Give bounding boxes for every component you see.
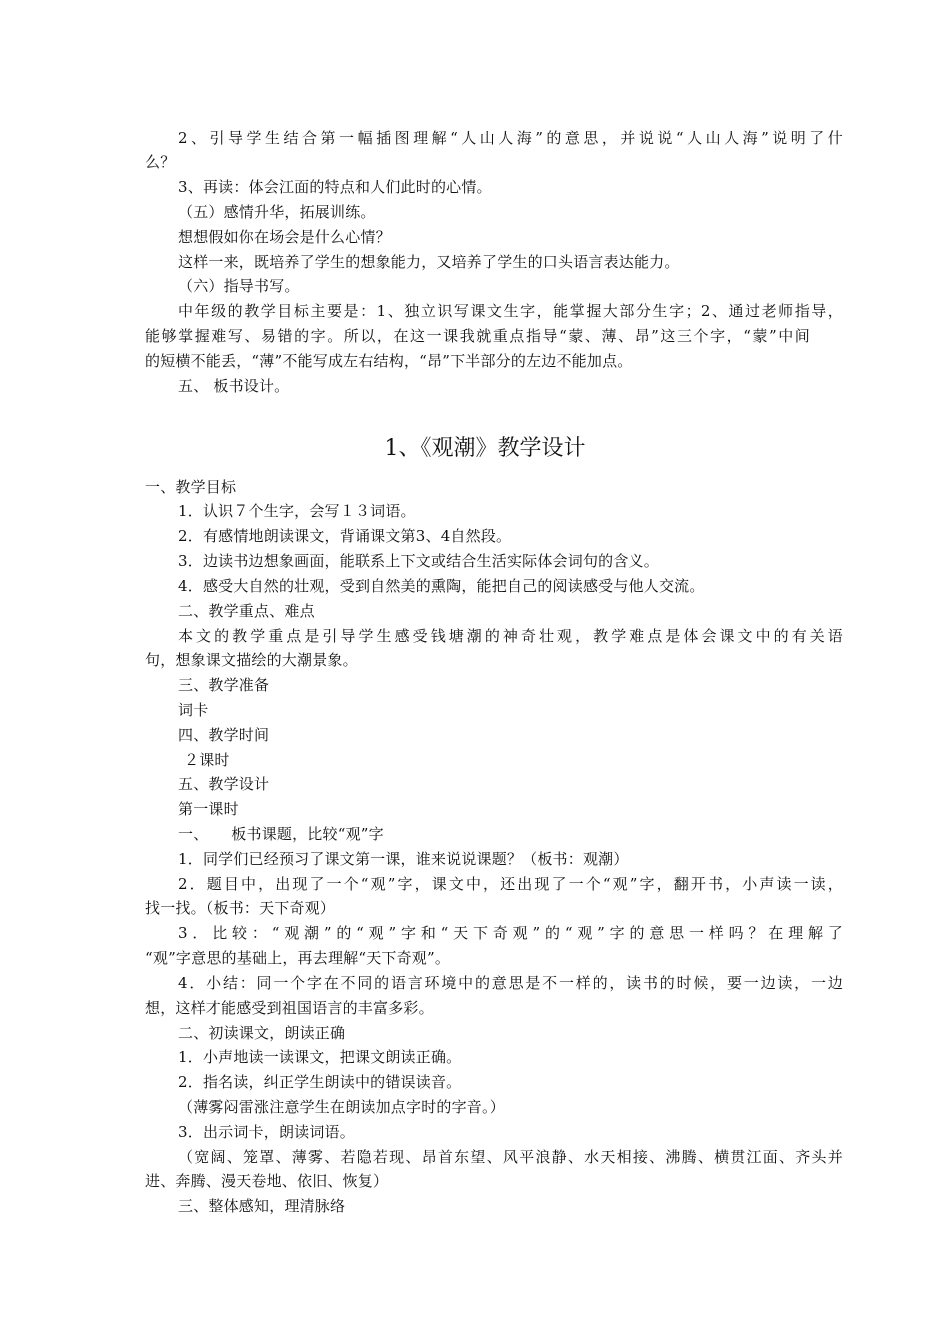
document-title: 1、《观潮》教学设计 [384,436,586,461]
paragraph-line: 3、再读：体会江面的特点和人们此时的心情。 [178,178,492,196]
section-heading: 五、 板书设计。 [178,377,290,395]
list-item: 3．边读书边想象画面，能联系上下文或结合生活实际体会词句的含义。 [178,552,659,570]
section-heading: （五）感情升华，拓展训练。 [178,203,376,221]
paragraph-line: 想，这样才能感受到祖国语言的丰富多彩。 [145,999,434,1017]
list-item: 4．小结：同一个字在不同的语言环境中的意思是不一样的，读书的时候，要一边读，一边 [178,974,843,992]
paragraph-line: 找一找。（板书：天下奇观） [145,899,336,917]
section-heading: 一、教学目标 [145,478,237,496]
section-heading: 三、教学准备 [178,676,270,694]
list-item: 3．出示词卡，朗读词语。 [178,1123,355,1141]
paragraph-line: 进、奔腾、漫天卷地、依旧、恢复） [145,1172,389,1190]
paragraph-line: 中年级的教学目标主要是：1、独立识写课文生字，能掌握大部分生字；2、通过老师指导， [178,302,843,320]
paragraph-line: 想想假如你在场会是什么心情？ [178,228,391,246]
paragraph-line: 词卡 [178,701,209,719]
paragraph-line: 么？ [145,153,176,171]
paragraph-line: 这样一来，既培养了学生的想象能力，又培养了学生的口头语言表达能力。 [178,253,680,271]
section-heading: 五、教学设计 [178,775,270,793]
section-heading: 一、 板书课题，比较“观”字 [178,825,384,843]
paragraph-line: 本文的教学重点是引导学生感受钱塘潮的神奇壮观，教学难点是体会课文中的有关语 [178,627,843,645]
list-item: 1．同学们已经预习了课文第一课，谁来说说课题？（板书：观潮） [178,850,629,868]
paragraph-line: （薄雾闷雷涨注意学生在朗读加点字时的字音。） [178,1098,505,1116]
paragraph-line: ２课时 [184,751,230,769]
list-item: 2．指名读，纠正学生朗读中的错误读音。 [178,1073,462,1091]
paragraph-line: 的短横不能丢，“薄”不能写成左右结构，“昂”下半部分的左边不能加点。 [145,352,633,370]
section-heading: 二、教学重点、难点 [178,602,315,620]
paragraph-line: “观”字意思的基础上，再去理解“天下奇观”。 [145,949,451,967]
section-heading: 三、整体感知，理清脉络 [178,1197,346,1215]
paragraph-line: 第一课时 [178,800,239,818]
paragraph-line: （宽阔、笼罩、薄雾、若隐若现、昂首东望、风平浪静、水天相接、沸腾、横贯江面、齐头并 [178,1148,843,1166]
list-item: 2．有感情地朗读课文，背诵课文第3、4自然段。 [178,527,512,545]
list-item: 4．感受大自然的壮观，受到自然美的熏陶，能把自己的阅读感受与他人交流。 [178,577,705,595]
list-item: 1．认识７个生字，会写１３词语。 [178,502,416,520]
section-heading: 二、初读课文，朗读正确 [178,1024,346,1042]
paragraph-line: 能够掌握难写、易错的字。所以，在这一课我就重点指导“蒙、薄、昂”这三个字，“蒙”中间 [145,327,810,345]
section-heading: 四、教学时间 [178,726,270,744]
list-item: 1．小声地读一读课文，把课文朗读正确。 [178,1048,462,1066]
list-item: 3．比较：“观潮”的“观”字和“天下奇观”的“观”字的意思一样吗？在理解了 [178,924,843,942]
paragraph-line: 句，想象课文描绘的大潮景象。 [145,651,358,669]
section-heading: （六）指导书写。 [178,277,300,295]
list-item: 2．题目中，出现了一个“观”字，课文中，还出现了一个“观”字，翻开书，小声读一读， [178,875,843,893]
paragraph-line: 2、引导学生结合第一幅插图理解“人山人海”的意思，并说说“人山人海”说明了什 [178,129,843,147]
